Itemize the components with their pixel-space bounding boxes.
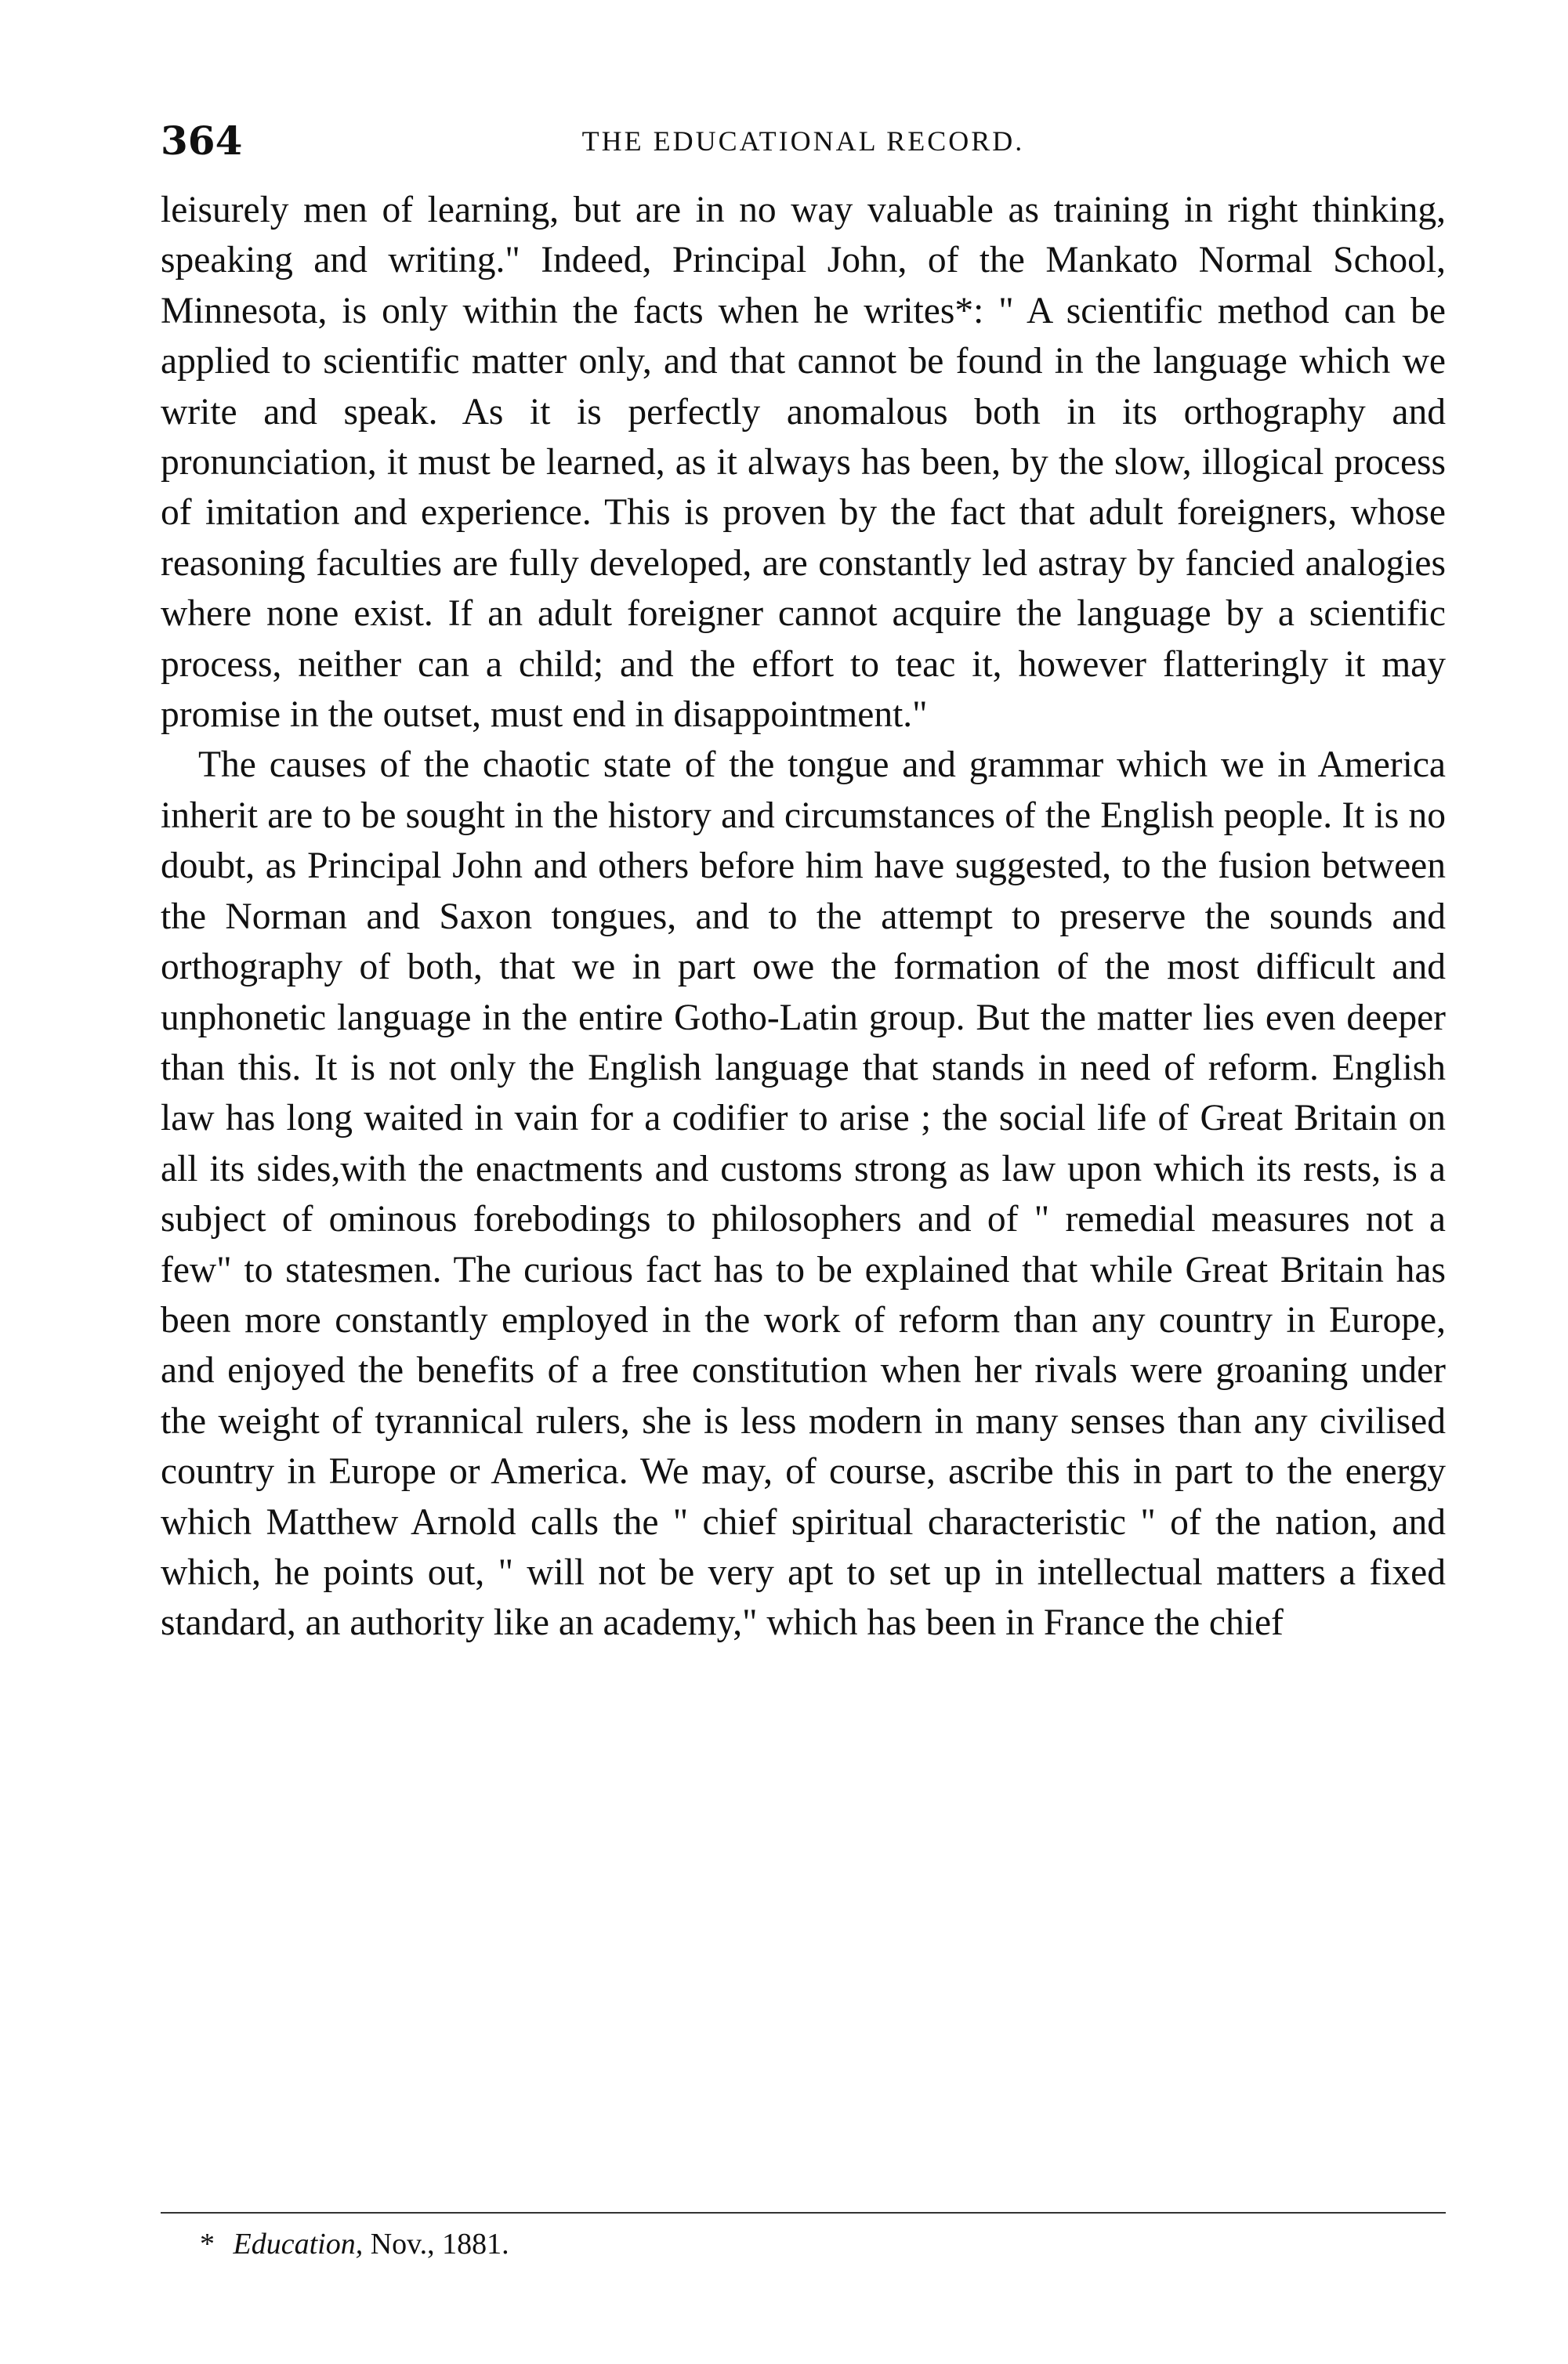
footnote-divider xyxy=(161,2212,1446,2214)
paragraph-1: leisurely men of learning, but are in no way valuable as training in right thinking, speaking and writing." Indeed, Principal John, of the Mankato Normal School, Minnesota, is only within the facts when he writes*: " A scientific method can be applied to scientific matter only, and that cannot be found in the language which we write and speak. As it is perfectly anomalous both in its orthography and pronunciation, it must be learned, as it always has been, by the slow, illogical process of imitation and experience. This is proven by the fact that adult foreigners, whose reasoning faculties are fully developed, are constantly led astray by fancied analogies where none exist. If an adult foreigner cannot acquire the language by a scientific process, neither can a child; and the effort to teac it, however flatteringly it may promise in the outset, must end in disappointment." xyxy=(161,190,1446,736)
footnote xyxy=(200,2225,509,2263)
footnote-marker: * xyxy=(200,2228,215,2261)
footnote-source: Education, xyxy=(233,2228,364,2261)
running-title: THE EDUCATIONAL RECORD. xyxy=(581,125,1025,157)
page-header xyxy=(161,118,1446,165)
paragraph-2: The causes of the chaotic state of the tongue and grammar which we in America inherit are to be sought in the history and circumstances of the English people. It is no doubt, as Principal John and others before him have suggested, to the fusion between the Norman and Saxon tongues, and to the attempt to preserve the sounds and orthography of both, that we in part owe the formation of the most difficult and unphonetic language in the entire Gotho-Latin group. But the matter lies even deeper than this. It is not only the English language that stands in need of reform. English law has long waited in vain for a codifier to arise ; the social life of Great Britain on all its sides,with the enactments and customs strong as law upon which its rests, is a subject of ominous forebodings to philosophers and of " remedial measures not a few" to statesmen. The curious fact has to be explained that while Great Britain has been more constantly employed in the work of reform than any country in Europe, and enjoyed the benefits of a free constitution when her rivals were groaning under the weight of tyrannical rulers, she is less modern in many senses than any civilised country in Europe or America. We may, of course, ascribe this in part to the energy which Matthew Arnold calls the " chief spiritual characteristic " of the nation, and which, he points out, " will not be very apt to set up in intellectual matters a fixed standard, an authority like an academy," which has been in France the chief xyxy=(161,744,1446,1644)
body-text xyxy=(161,185,1446,1649)
footnote-date: Nov., 1881. xyxy=(370,2228,509,2261)
page-number: 364 xyxy=(161,118,243,164)
